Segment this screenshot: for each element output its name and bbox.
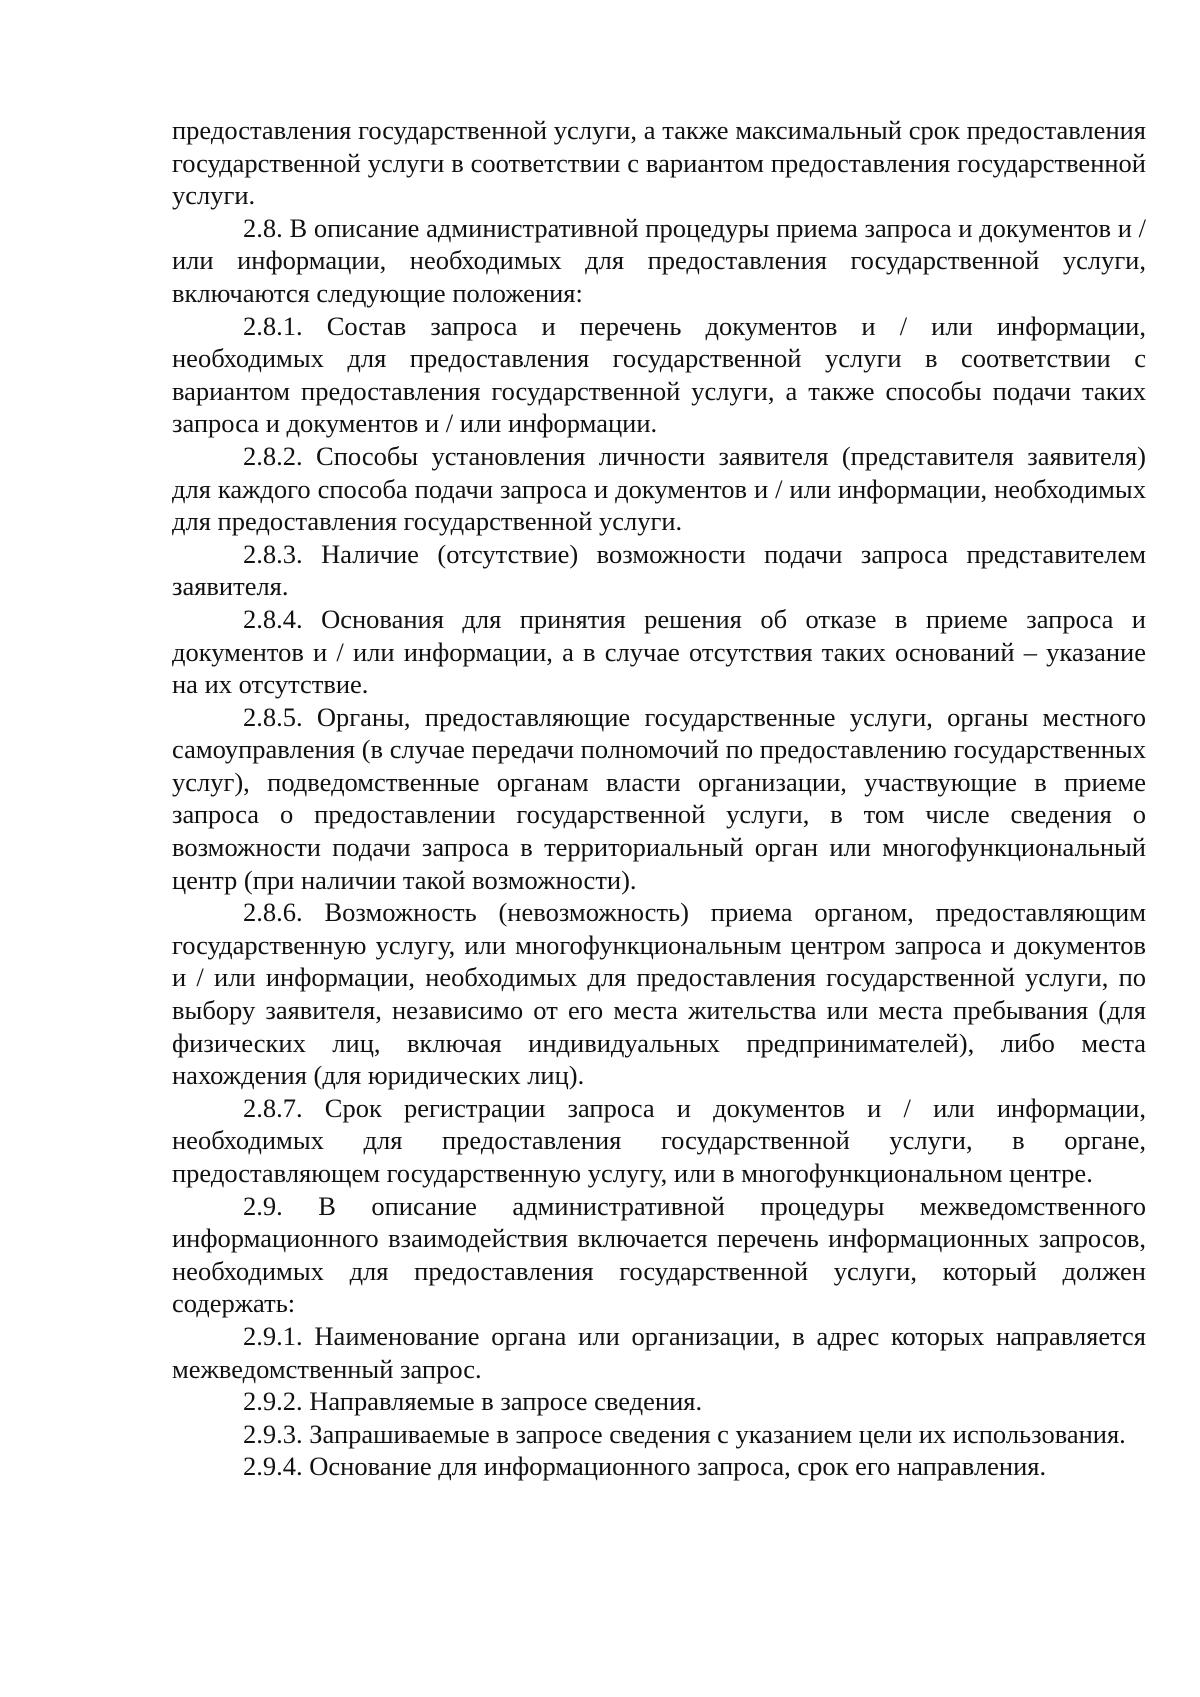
paragraph-2-8-6: 2.8.6. Возможность (невозможность) приема органом, предоставляющим государственную услугу, или многофункциональным центром запроса и документов и / или информации, необходимых для предоставления государственной услуги, по выбору заявителя, независимо от его места жительства или места пребывания (для физических лиц, включая индивидуальных предпринимателей), либо места нахождения (для юридических лиц). [172, 897, 1146, 1091]
paragraph-2-9-1: 2.9.1. Наименование органа или организации, в адрес которых направляется межведомственный запрос. [172, 1320, 1146, 1384]
paragraph-2-9: 2.9. В описание административной процедуры межведомственного информационного взаимодействия включается перечень информационных запросов, необходимых для предоставления государственной услуги, который должен содержать: [172, 1190, 1146, 1319]
paragraph-continuation: предоставления государственной услуги, а также максимальный срок предоставления государственной услуги в соответствии с вариантом предоставления государственной услуги. [172, 115, 1146, 211]
paragraph-2-8-5: 2.8.5. Органы, предоставляющие государственные услуги, органы местного самоуправления (в случае передачи полномочий по предоставлению государственных услуг), подведомственные органам власти организации, участвующие в приеме запроса о предоставлении государственной услуги, в том числе сведения о возможности подачи запроса в территориальный орган или многофункциональный центр (при наличии такой возможности). [172, 701, 1146, 895]
paragraph-2-8-7: 2.8.7. Срок регистрации запроса и документов и / или информации, необходимых для предоставления государственной услуги, в органе, предоставляющем государственную услугу, или в многофункциональном центре. [172, 1092, 1146, 1188]
paragraph-2-8-1: 2.8.1. Состав запроса и перечень документов и / или информации, необходимых для предоставления государственной услуги в соответствии с вариантом предоставления государственной услуги, а также способы подачи таких запроса и документов и / или информации. [172, 310, 1146, 439]
paragraph-2-8: 2.8. В описание административной процедуры приема запроса и документов и / или информации, необходимых для предоставления государственной услуги, включаются следующие положения: [172, 212, 1146, 308]
paragraph-2-9-3: 2.9.3. Запрашиваемые в запросе сведения с указанием цели их использования. [243, 1418, 1126, 1449]
paragraph-2-8-4: 2.8.4. Основания для принятия решения об отказе в приеме запроса и документов и / или информации, а в случае отсутствия таких оснований – указание на их отсутствие. [172, 603, 1146, 700]
paragraph-2-8-3: 2.8.3. Наличие (отсутствие) возможности подачи запроса представителем заявителя. [172, 538, 1146, 602]
paragraph-2-9-4: 2.9.4. Основание для информационного запроса, срок его направления. [243, 1451, 1047, 1482]
paragraph-2-8-2: 2.8.2. Способы установления личности заявителя (представителя заявителя) для каждого способа подачи запроса и документов и / или информации, необходимых для предоставления государственной услуги. [172, 440, 1146, 537]
paragraph-2-9-2: 2.9.2. Направляемые в запросе сведения. [243, 1386, 703, 1417]
document-body [172, 114, 1146, 1483]
